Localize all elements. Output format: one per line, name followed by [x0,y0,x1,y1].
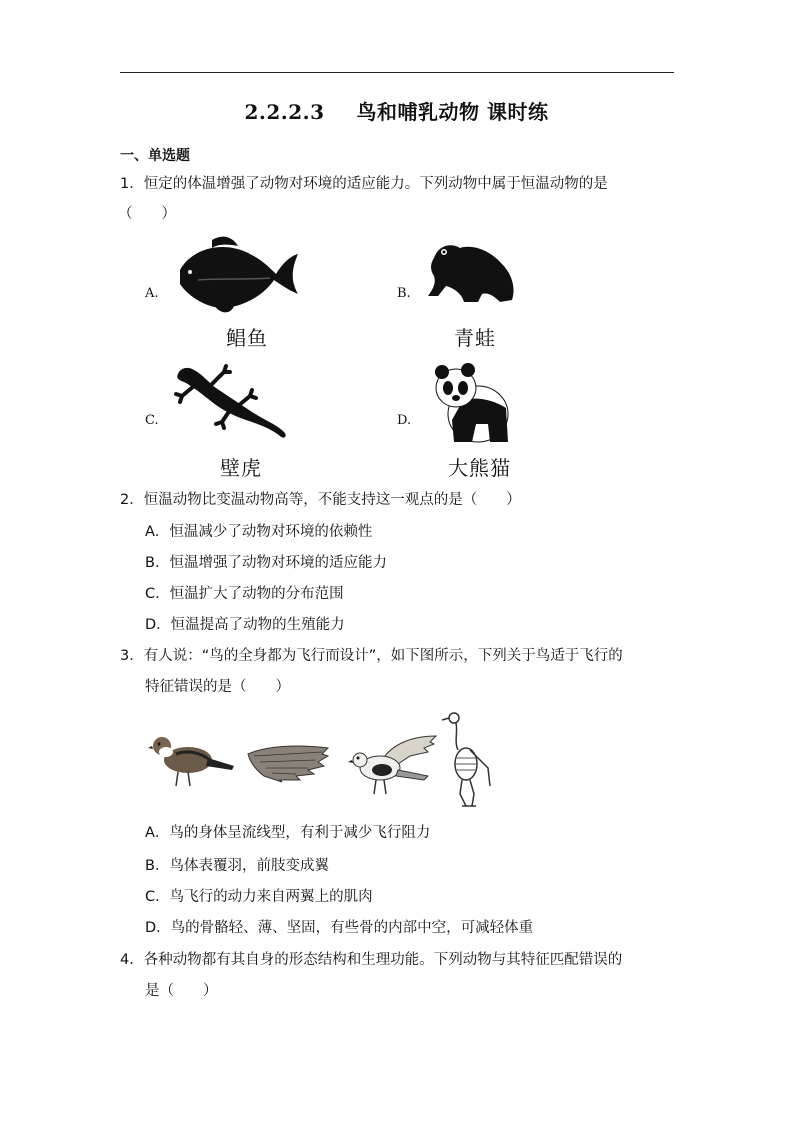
q3-option-d: D．鸟的骨骼轻、薄、坚固，有些骨的内部中空，可减轻体重 [145,920,534,936]
q3-stem-line2: 特征错误的是（ ） [145,679,290,695]
q2-stem: 2．恒温动物比变温动物高等，不能支持这一观点的是（ ） [120,492,521,508]
q3-option-b: B．鸟体表覆羽，前肢变成翼 [145,858,329,874]
section-title: 一、单选题 [120,148,190,164]
wing-icon [246,740,330,784]
q1-stem-line2: （ ） [118,206,176,222]
sparrow-icon [148,732,236,788]
q1-option-c-label: C. [145,413,159,428]
q2-option-b: B．恒温增强了动物对环境的适应能力 [145,555,387,571]
bird-skeleton-icon [440,710,496,810]
bird-flying-icon [348,730,438,800]
q3-option-c: C．鸟飞行的动力来自两翼上的肌肉 [145,889,373,905]
gecko-icon [172,362,292,442]
q1-option-a-caption: 鲳鱼 [226,326,268,350]
header-rule [120,72,674,73]
q1-option-b-label: B. [397,286,411,301]
q3-stem-line1: 3．有人说：“鸟的全身都为飞行而设计”，如下图所示，下列关于鸟适于飞行的 [120,648,623,664]
q1-option-d-caption: 大熊猫 [448,456,511,480]
frog-icon [424,240,518,306]
q1-option-d-label: D. [397,413,412,428]
q1-option-a-label: A. [145,286,159,301]
q2-option-d: D．恒温提高了动物的生殖能力 [145,617,345,633]
q1-option-b-caption: 青蛙 [454,326,496,350]
page-title [0,96,793,125]
lesson-title: 鸟和哺乳动物 课时练 [356,100,549,124]
q2-option-a: A．恒温减少了动物对环境的依赖性 [145,524,373,540]
q4-stem-line2: 是（ ） [145,983,218,999]
q1-stem-line1: 1．恒定的体温增强了动物对环境的适应能力。下列动物中属于恒温动物的是 [120,176,608,192]
panda-icon [432,362,510,444]
q1-option-c-caption: 壁虎 [220,456,262,480]
fish-icon [172,234,300,316]
q3-option-a: A．鸟的身体呈流线型，有利于减少飞行阻力 [145,825,431,841]
q4-stem-line1: 4．各种动物都有其自身的形态结构和生理功能。下列动物与其特征匹配错误的 [120,952,623,968]
lesson-number: 2.2.2.3 [244,100,325,124]
q2-option-c: C．恒温扩大了动物的分布范围 [145,586,344,602]
